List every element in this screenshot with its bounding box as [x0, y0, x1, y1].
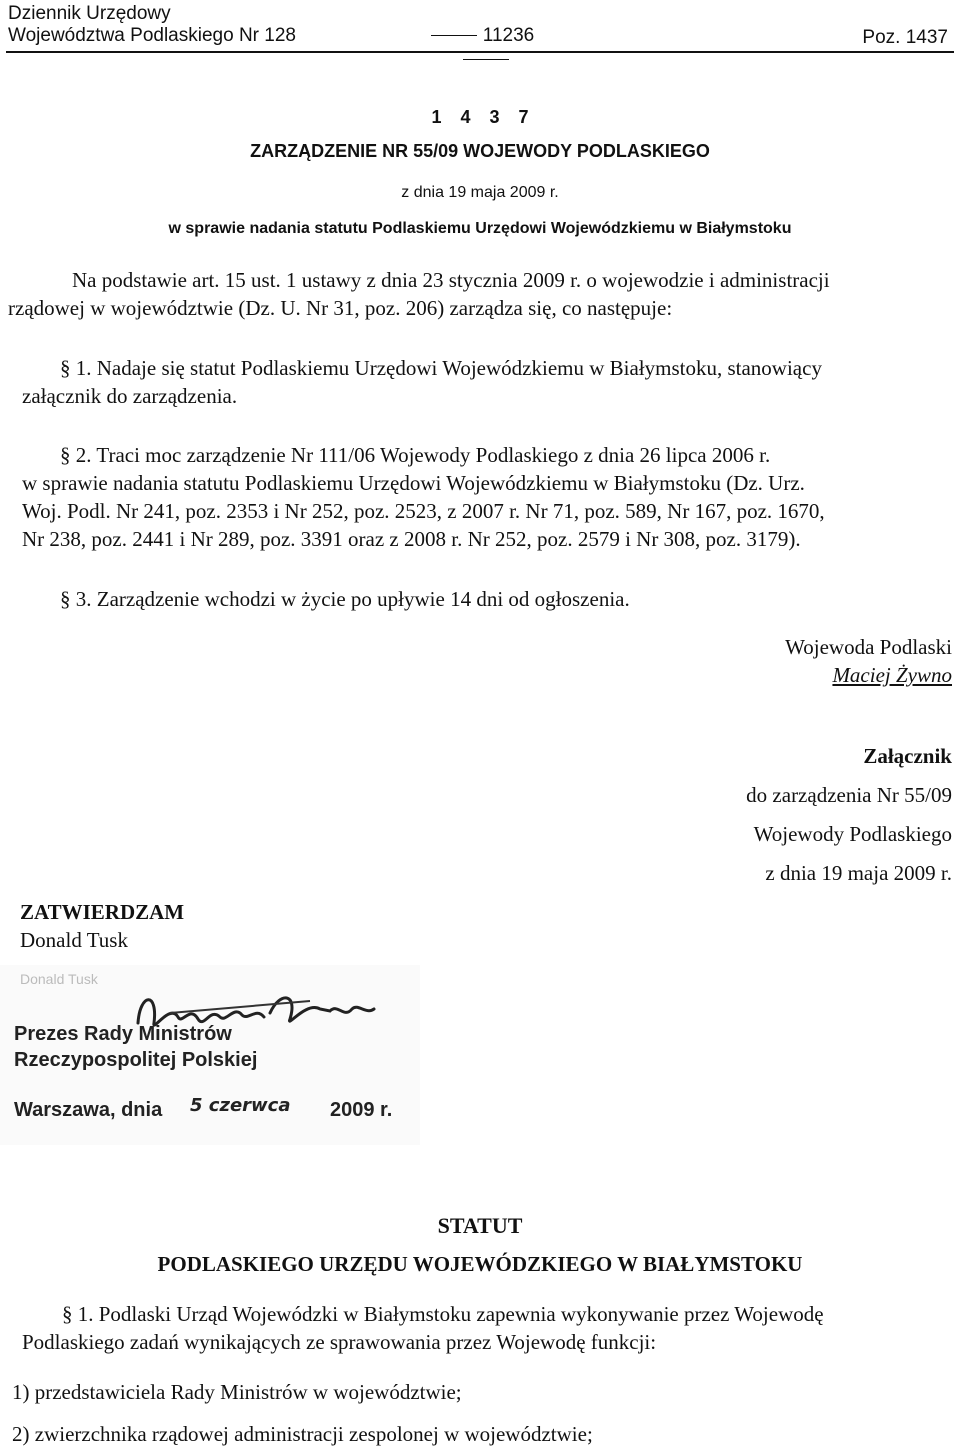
statute-item-2: 2) zwierzchnika rządowej administracji zespolonej w województwie; — [12, 1422, 593, 1446]
annex-line2: Wojewody Podlaskiego — [753, 822, 952, 846]
annex-line1: do zarządzenia Nr 55/09 — [746, 783, 952, 807]
approval-name: Donald Tusk — [20, 928, 128, 952]
stamp-top-text: Donald Tusk — [20, 971, 98, 987]
statute-title: STATUT — [437, 1213, 523, 1238]
page-number-text: 11236 — [482, 25, 535, 46]
paragraph-2-text: 2. Traci moc zarządzenie Nr 111/06 Wojewody Podlaskiego z dnia 26 lipca 2006 r. — [70, 443, 771, 467]
position-number: Poz. 1437 — [862, 27, 948, 48]
paragraph-2-line4: Nr 238, poz. 2441 i Nr 289, poz. 3391 oraz z 2008 r. Nr 252, poz. 2579 i Nr 308, poz. 3179). — [22, 527, 801, 551]
section-sign: § — [60, 356, 71, 380]
stamp-place: Warszawa, dnia — [14, 1099, 163, 1121]
journal-title-line2: Województwa Podlaskiego Nr 128 — [8, 25, 296, 46]
page-number — [425, 24, 540, 72]
stamp-line1: Prezes Rady Ministrów — [14, 1023, 232, 1045]
paragraph-3 — [60, 585, 630, 613]
paragraph-2-line1 — [60, 441, 952, 469]
signatory-role: Wojewoda Podlaski — [785, 635, 952, 659]
approval-stamp — [0, 965, 420, 1145]
statute-section-1-text: 1. Podlaski Urząd Wojewódzki w Białymstoku zapewnia wykonywanie przez Wojewodę — [72, 1302, 824, 1326]
paragraph-2-line2: w sprawie nadania statutu Podlaskiemu Urzędowi Wojewódzkiemu w Białymstoku (Dz. Urz. — [22, 471, 805, 495]
section-sign: § — [60, 443, 71, 467]
header-rule — [6, 51, 954, 53]
annex-title: Załącznik — [863, 744, 952, 768]
statute-section-1-line2: Podlaskiego zadań wynikających ze sprawowania przez Wojewodę funkcji: — [22, 1330, 657, 1354]
intro-line1: Na podstawie art. 15 ust. 1 ustawy z dnia 23 stycznia 2009 r. o wojewodzie i administracji — [72, 268, 830, 292]
act-number: 1 4 3 7 — [431, 107, 529, 127]
annex-line3: z dnia 19 maja 2009 r. — [765, 861, 952, 885]
act-title: ZARZĄDZENIE NR 55/09 WOJEWODY PODLASKIEGO — [250, 141, 710, 161]
journal-title-line1: Dziennik Urzędowy — [8, 3, 171, 24]
section-sign: § — [62, 1302, 73, 1326]
section-sign: § — [60, 587, 71, 611]
paragraph-1-text: 1. Nadaje się statut Podlaskiemu Urzędowi Wojewódzkiemu w Białymstoku, stanowiący — [70, 356, 822, 380]
paragraph-2-line3: Woj. Podl. Nr 241, poz. 2353 i Nr 252, poz. 2523, z 2007 r. Nr 71, poz. 589, Nr 167, poz. 1670, — [22, 499, 825, 523]
intro-line2: rządowej w województwie (Dz. U. Nr 31, poz. 206) zarządza się, co następuje: — [8, 296, 673, 320]
act-date: z dnia 19 maja 2009 r. — [401, 184, 559, 201]
approval-label: ZATWIERDZAM — [20, 900, 185, 924]
act-subject: w sprawie nadania statutu Podlaskiemu Urzędowi Wojewódzkiemu w Białymstoku — [168, 220, 792, 237]
paragraph-3-text: 3. Zarządzenie wchodzi w życie po upływie 14 dni od ogłoszenia. — [70, 587, 630, 611]
paragraph-1-line1 — [60, 354, 952, 382]
signatory-name: Maciej Żywno — [832, 663, 952, 687]
stamp-year: 2009 r. — [330, 1099, 393, 1121]
statute-item-1: 1) przedstawiciela Rady Ministrów w województwie; — [12, 1380, 462, 1404]
paragraph-1-line2: załącznik do zarządzenia. — [22, 384, 238, 408]
statute-section-1-line1 — [62, 1300, 952, 1328]
stamp-line2: Rzeczypospolitej Polskiej — [14, 1049, 258, 1071]
stamp-day: 5 czerwca — [190, 1095, 291, 1116]
statute-subtitle: PODLASKIEGO URZĘDU WOJEWÓDZKIEGO W BIAŁYMSTOKU — [157, 1252, 803, 1276]
